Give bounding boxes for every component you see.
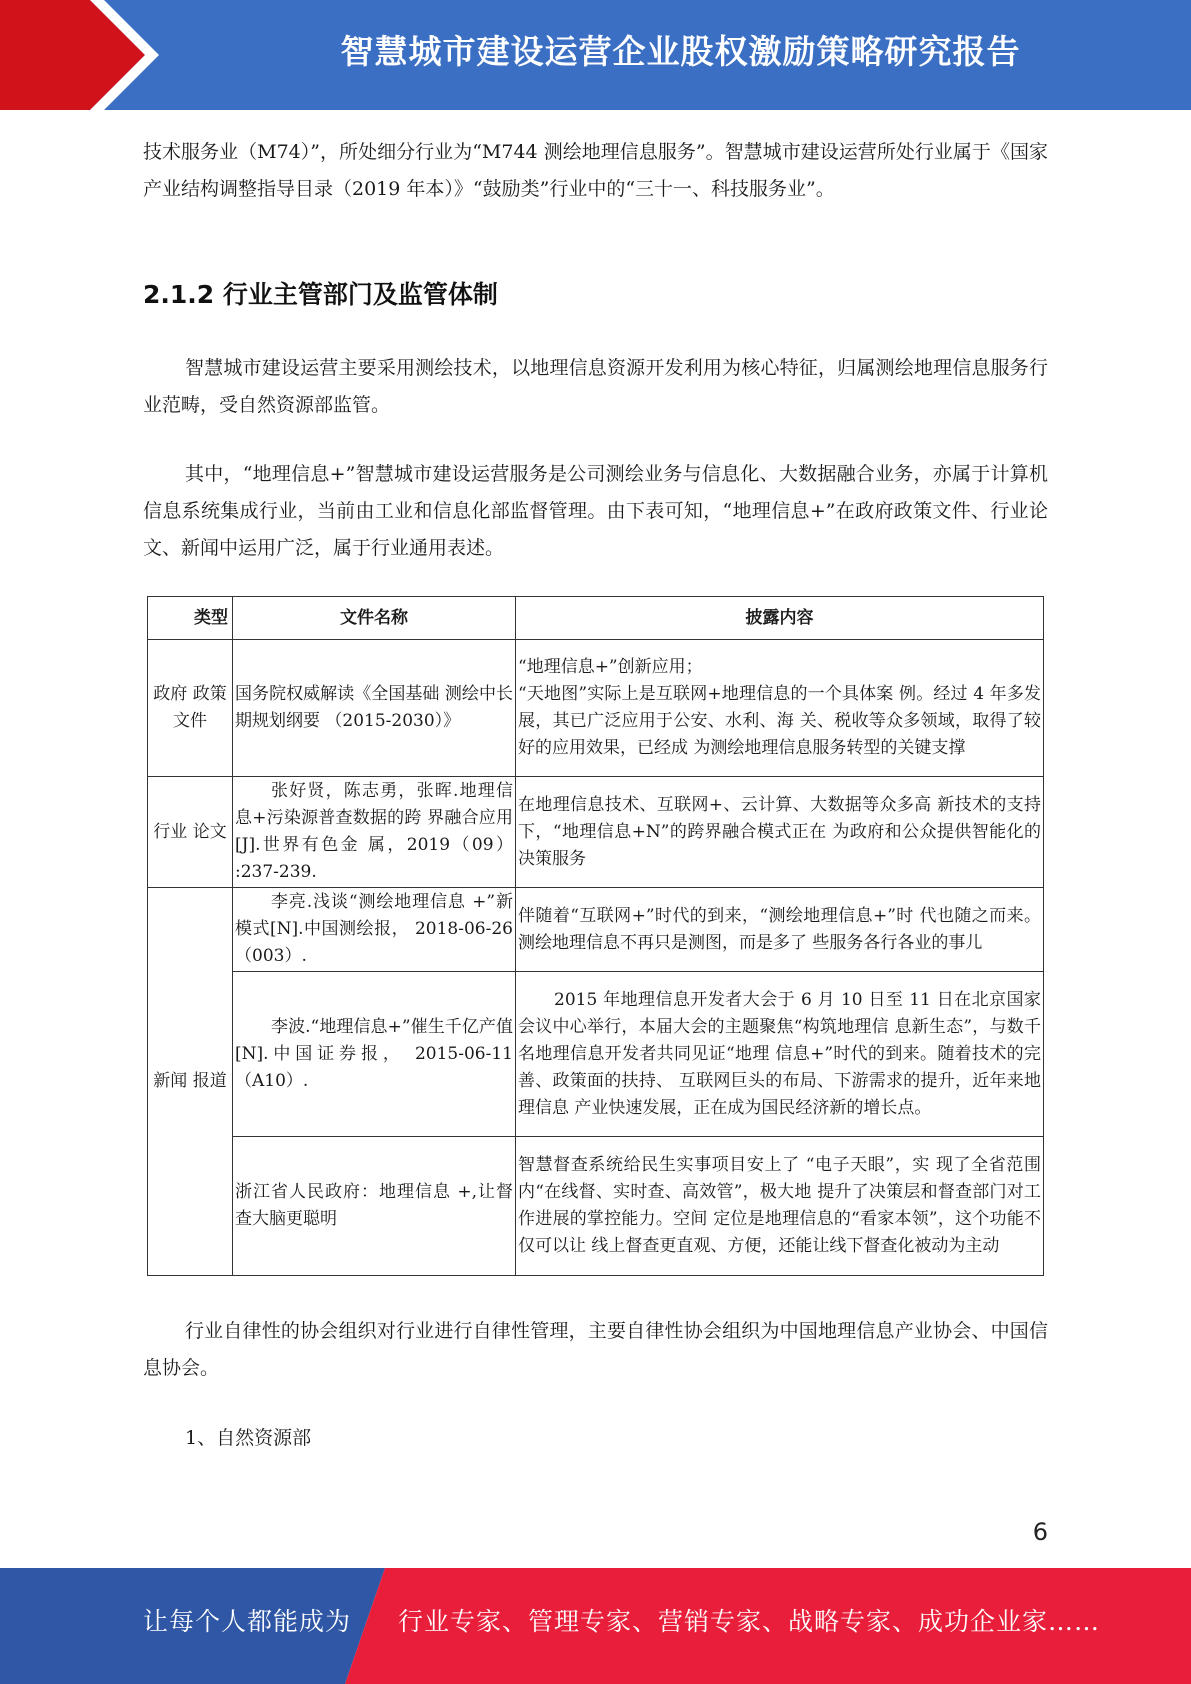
report-title: 智慧城市建设运营企业股权激励策略研究报告 — [340, 32, 1021, 71]
page-header — [0, 0, 1191, 110]
table-row — [148, 972, 1044, 1137]
header-disclosure: 披露内容 — [516, 597, 1044, 640]
disclosure-cell — [516, 640, 1044, 777]
section-heading: 2.1.2 行业主管部门及监管体制 — [143, 280, 498, 309]
type-cell: 政府 政策 文件 — [148, 640, 233, 777]
paragraph-3: 行业自律性的协会组织对行业进行自律性管理，主要自律性协会组织为中国地理信息产业协会、中国信息协会。 — [143, 1320, 1048, 1379]
file-name-cell: 浙江省人民政府：地理信息 +,让督查大脑更聪明 — [233, 1137, 516, 1276]
paragraph-1: 智慧城市建设运营主要采用测绘技术，以地理信息资源开发利用为核心特征，归属测绘地理信息服务行业范畴，受自然资源部监管。 — [143, 357, 1048, 416]
table-row — [148, 640, 1044, 777]
header-type: 类型 — [148, 597, 233, 640]
table-header-row — [148, 597, 1044, 640]
disclosure-cell: 智慧督查系统给民生实事项目安上了 “电子天眼”，实 现了全省范围内“在线督、实时查、高效管”，极大地 提升了决策层和督查部门对工作进展的掌控能力。空间 定位是地理信息的“看家本领”，这个功能不仅可以让 线上督查更直观、方便，还能让线下督查化被动为主动 — [516, 1137, 1044, 1276]
disclosure-line: “地理信息+”创新应用； — [518, 657, 703, 677]
disclosure-cell: 2015 年地理信息开发者大会于 6 月 10 日至 11 日在北京国家会议中心举行，本届大会的主题聚焦“构筑地理信 息新生态”，与数千名地理信息开发者共同见证“地理 信息+”时代的到来。随着技术的完善、政策面的扶持、 互联网巨头的布局、下游需求的提升，近年来地理信息 产业快速发展，正在成为国民经济新的增长点。 — [516, 972, 1044, 1137]
table-row — [148, 1137, 1044, 1276]
disclosure-table — [147, 596, 1044, 1276]
disclosure-line: “天地图”实际上是互联网+地理信息的一个具体案 例。经过 4 年多发展，其已广泛应用于公安、水利、海 关、税收等众多领域，取得了较好的应用效果，已经成 为测绘地理信息服务转型的关键支撑 — [518, 684, 1041, 758]
intro-paragraph: 技术服务业（M74）”，所处细分行业为“M744 测绘地理信息服务”。智慧城市建设运营所处行业属于《国家产业结构调整指导目录（2019 年本）》“鼓励类”行业中的“三十一、科技服务业”。 — [143, 141, 1048, 200]
disclosure-cell: 在地理信息技术、互联网+、云计算、大数据等众多高 新技术的支持下，“地理信息+N”的跨界融合模式正在 为政府和公众提供智能化的决策服务 — [516, 777, 1044, 888]
disclosure-cell: 伴随着“互联网+”时代的到来，“测绘地理信息+”时 代也随之而来。测绘地理信息不再只是测图，而是多了 些服务各行各业的事儿 — [516, 888, 1044, 972]
footer-slogan-left: 让每个人都能成为 — [143, 1607, 352, 1636]
page-number: 6 — [1032, 1518, 1048, 1546]
red-arrow-decoration — [0, 0, 220, 110]
header-file-name: 文件名称 — [233, 597, 516, 640]
file-name-cell: 李波.“地理信息+”催生千亿产值[N].中国证券报， 2015-06-11（A10）. — [233, 972, 516, 1137]
file-name-cell: 李亮.浅谈“测绘地理信息 +”新模式[N].中国测绘报， 2018-06-26 （003）. — [233, 888, 516, 972]
table-row — [148, 777, 1044, 888]
file-name-cell: 国务院权威解读《全国基础 测绘中长期规划纲要 （2015-2030）》 — [233, 640, 516, 777]
table-row — [148, 888, 1044, 972]
type-cell: 行业 论文 — [148, 777, 233, 888]
page-footer — [0, 1568, 1191, 1684]
type-cell: 新闻 报道 — [148, 888, 233, 1276]
list-item-1: 1、自然资源部 — [185, 1427, 312, 1449]
footer-slogan-right: 行业专家、管理专家、营销专家、战略专家、成功企业家…… — [398, 1607, 1101, 1636]
paragraph-2: 其中，“地理信息+”智慧城市建设运营服务是公司测绘业务与信息化、大数据融合业务，亦属于计算机信息系统集成行业，当前由工业和信息化部监督管理。由下表可知，“地理信息+”在政府政策文件、行业论文、新闻中运用广泛，属于行业通用表述。 — [143, 463, 1048, 559]
file-name-cell: 张好贤，陈志勇，张晖.地理信息+污染源普查数据的跨 界融合应用[J].世界有色金 属，2019（09） :237-239. — [233, 777, 516, 888]
